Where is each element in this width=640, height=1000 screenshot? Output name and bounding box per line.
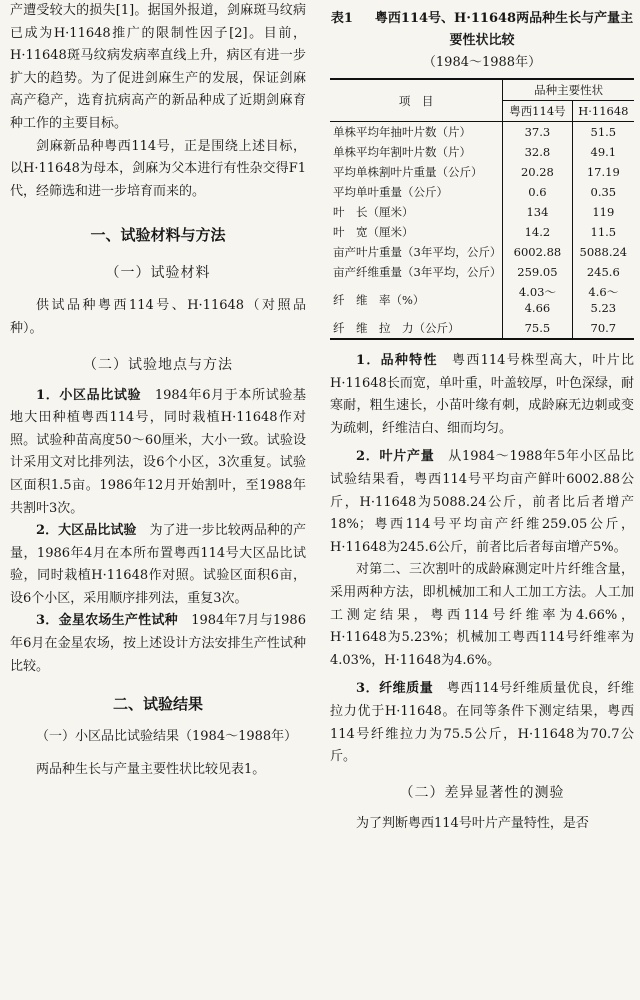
value-variety-b: 49.1 — [590, 145, 617, 159]
lead-variety-traits: 1．品种特性 — [356, 353, 438, 368]
header-group: 品种主要性状 — [503, 79, 634, 101]
value-variety-a: 14.2 — [503, 222, 572, 242]
heading-small-plot-results: （一）小区品比试验结果（1984～1988年） — [36, 729, 298, 745]
paragraph-leaf-yield — [330, 446, 634, 559]
table-row — [330, 202, 634, 222]
value-variety-a: 259.05 — [503, 262, 572, 282]
row-label: 单株平均年割叶片数（片） — [330, 142, 503, 162]
paragraph-intro: 剑麻新品种粤西114号，正是围绕上述目标，以H·11648为母本，剑麻为父本进行有性杂交得F1代，经筛选和进一步培育而来的。 — [10, 138, 306, 199]
paragraph-materials: 供试品种粤西114号、H·11648（对照品种）。 — [10, 298, 306, 336]
heading-materials-methods: 一、试验材料与方法 — [90, 226, 226, 245]
row-label: 纤 维 率（%） — [330, 282, 503, 318]
table-title: 粤西114号、H·11648两品种生长与产量主要性状比较 — [374, 11, 634, 48]
row-label: 平均单叶重量（公斤） — [330, 182, 503, 202]
value-variety-b: 70.7 — [572, 318, 634, 339]
table-row — [330, 242, 634, 262]
value-variety-a: 6002.88 — [503, 242, 572, 262]
table-caption — [330, 8, 634, 52]
text-small-plot: 1984年6月于本所试验基地大田种植粤西114号，同时栽植H·11648作对照。试验种苗高度50～60厘米，大小一致。试验设计采用文对比排列法，设6个小区，3次重复。试验区面积1.5亩。1986年12月开始割叶，至1988年共割叶3次。 — [10, 387, 307, 516]
paragraph-continued: 产遭受较大的损失[1]。据国外报道，剑麻斑马纹病已成为H·11648推广的限制性因子[2]。目前，H·11648斑马纹病发病率直线上升，病区有进一步扩大的趋势。为了促进剑麻生产的发展，保证剑麻高产稳产，选育抗病高产的新品种成了近期剑麻育种工作的主要目标。 — [10, 3, 306, 131]
table-row — [330, 162, 634, 182]
paragraph-see-table: 两品种生长与产量主要性状比较见表1。 — [36, 761, 266, 777]
table-row — [330, 122, 634, 143]
table-row — [330, 142, 634, 162]
row-label: 纤 维 拉 力（公斤） — [330, 318, 503, 339]
lead-fiber-quality: 3．纤维质量 — [356, 681, 434, 697]
header-item: 项 目 — [330, 79, 503, 122]
value-variety-a: 37.3 — [503, 122, 572, 143]
heading-significance-test: （二）差异显著性的测验 — [399, 784, 565, 801]
table-row — [330, 222, 634, 242]
value-variety-a: 32.8 — [503, 142, 572, 162]
lead-small-plot: 1．小区品比试验 — [36, 387, 142, 403]
heading-results: 二、试验结果 — [112, 695, 203, 714]
table-years: （1984～1988年） — [422, 55, 542, 70]
row-label: 亩产纤维重量（3年平均，公斤） — [330, 262, 503, 282]
left-column — [10, 0, 306, 781]
value-variety-b: 245.6 — [586, 265, 620, 279]
table-number: 表1 — [330, 11, 353, 26]
table-row — [330, 282, 634, 318]
value-variety-b: 51.5 — [590, 125, 617, 139]
table-row — [330, 318, 634, 339]
table-row — [330, 182, 634, 202]
paragraph-fiber-quality — [330, 678, 634, 768]
text-leaf-yield: 从1984～1988年5年小区品比试验结果看，粤西114号平均亩产鲜叶6002.88公斤，H·11648为5088.24公斤，前者比后者增产18%；粤西114号平均亩产纤维259.05公斤，H·11648为245.6公斤，前者比后者每亩增产5%。 — [330, 449, 634, 555]
paragraph-farm-trial — [10, 610, 306, 678]
text-farm-trial: 1984年7月与1986年6月在金星农场，按上述设计方法安排生产性试种比较。 — [10, 613, 306, 674]
row-label: 平均单株割叶片重量（公斤） — [330, 162, 503, 182]
lead-leaf-yield: 2．叶片产量 — [356, 449, 435, 465]
value-variety-b: 0.35 — [590, 185, 617, 199]
paragraph-small-plot-trial — [10, 385, 306, 521]
value-variety-b: 119 — [592, 205, 615, 219]
text-variety-traits: 粤西114号株型高大，叶片比H·11648长而宽，单叶重，叶盖较厚，叶色深绿，耐寒耐，粗生速长，小苗叶缘有刺，成龄麻无边刺或变为疏刺，纤维洁白、细而均匀。 — [330, 353, 634, 436]
text-fiber-quality: 粤西114号纤维质量优良，纤维拉力优于H·11648。在同等条件下测定结果，粤西114号纤维拉力为75.5公斤，H·11648为70.7公斤。 — [330, 681, 634, 765]
row-label: 叶 宽（厘米） — [330, 222, 503, 242]
value-variety-b: 17.19 — [586, 165, 620, 179]
row-label: 单株平均年抽叶片数（片） — [330, 122, 503, 143]
right-column — [330, 0, 634, 835]
value-variety-a: 0.6 — [503, 182, 572, 202]
value-variety-a: 134 — [503, 202, 572, 222]
lead-large-plot: 2．大区品比试验 — [36, 523, 137, 539]
value-variety-a: 75.5 — [503, 318, 572, 339]
value-variety-a: 20.28 — [503, 162, 572, 182]
trait-comparison-table — [330, 78, 634, 340]
paragraph-significance: 为了判断粤西114号叶片产量特性，是否 — [356, 815, 589, 831]
paragraph-fiber-content: 对第二、三次割叶的成龄麻测定叶片纤维含量，采用两种方法，即机械加工和人工加工方法。人工加工测定结果，粤西114号纤维率为4.66%，H·11648为5.23%；机械加工粤西114号纤维率为4.03%，H·11648为4.6%。 — [330, 562, 634, 668]
row-label: 叶 长（厘米） — [330, 202, 503, 222]
row-label: 亩产叶片重量（3年平均，公斤） — [330, 242, 503, 262]
value-variety-b: 11.5 — [590, 225, 617, 239]
text-large-plot: 为了进一步比较两品种的产量，1986年4月在本所布置粤西114号大区品比试验，同时栽植H·11648作对照。试验区面积6亩，设6个小区，采用顺序排列法，重复3次。 — [10, 523, 306, 606]
value-variety-a: 4.03～4.66 — [503, 282, 572, 318]
paragraph-large-plot-trial — [10, 520, 306, 610]
value-variety-b: 5088.24 — [579, 245, 628, 259]
table-row — [330, 262, 634, 282]
paragraph-variety-traits — [330, 350, 634, 440]
header-variety-a: 粤西114号 — [503, 101, 572, 122]
heading-materials: （一）试验材料 — [105, 265, 211, 282]
value-variety-b: 4.6～5.23 — [588, 285, 619, 315]
header-variety-b: H·11648 — [572, 101, 634, 122]
lead-farm-trial: 3．金星农场生产性试种 — [36, 613, 178, 629]
heading-sites-methods: （二）试验地点与方法 — [83, 356, 233, 373]
